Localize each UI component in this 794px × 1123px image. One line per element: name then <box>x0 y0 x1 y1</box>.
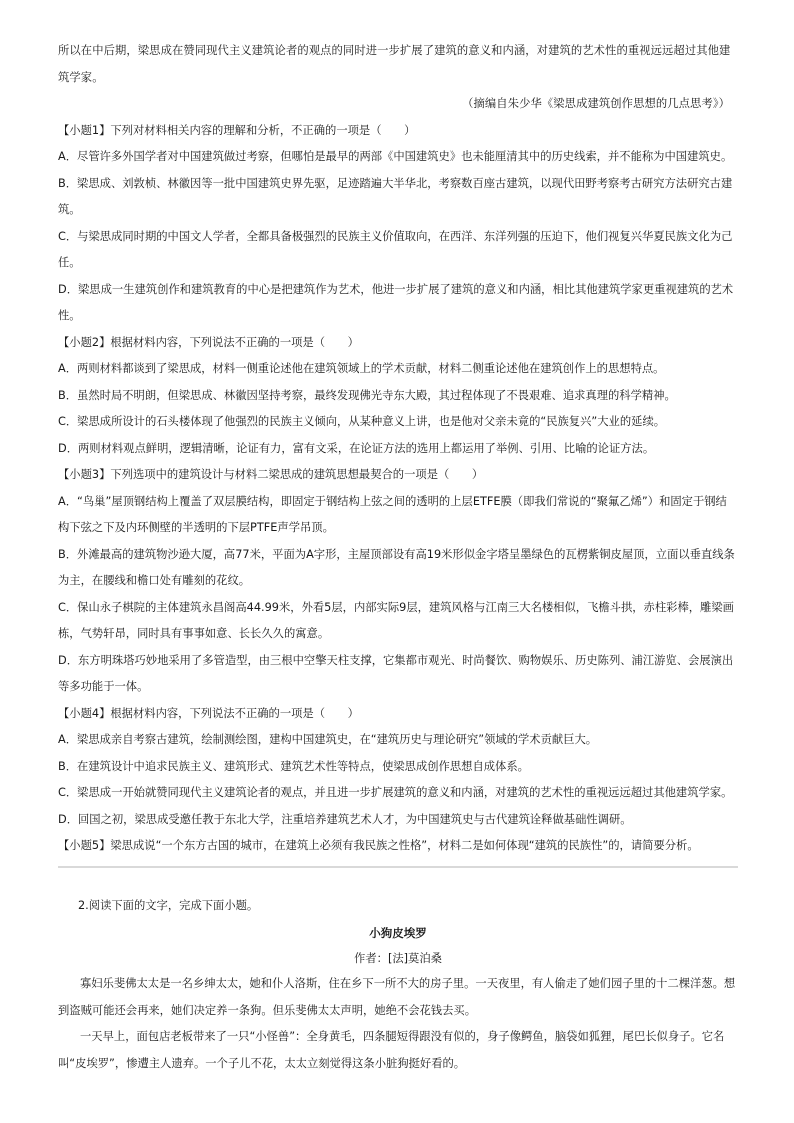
option-a: A．梁思成亲自考察古建筑，绘制测绘图，建构中国建筑史，在“建筑历史与理论研究”领域的学术贡献巨大。 <box>58 733 598 746</box>
question-5 <box>58 833 738 860</box>
intro-paragraph: 所以在中后期，梁思成在赞同现代主义建筑论者的观点的同时进一步扩展了建筑的意义和内涵，对建筑的艺术性的重视远远超过其他建筑学家。 <box>58 44 731 84</box>
section-2 <box>58 893 738 1077</box>
option-b: B．外滩最高的建筑物沙逊大厦，高77米，平面为A字形，主屋顶部设有高19米形似金字塔呈墨绿色的瓦楞紫铜皮屋顶，立面以垂直线条为主，在腰线和檐口处有雕刻的花纹。 <box>58 547 735 587</box>
story-body <box>58 971 738 1077</box>
question-title: 【小题4】根据材料内容，下列说法不正确的一项是（ ） <box>58 706 359 720</box>
question-title: 【小题5】梁思成说“一个东方古国的城市，在建筑上必须有我民族之性格”，材料二是如何体现“建筑的民族性”的，请简要分析。 <box>58 839 699 852</box>
question-3 <box>58 462 738 701</box>
option-a: A．两则材料都谈到了梁思成，材料一侧重论述他在建筑领域上的学术贡献，材料二侧重论述他在建筑创作上的思想特点。 <box>58 362 665 375</box>
source-citation: （摘编自朱少华《梁思成建筑创作思想的几点思考》） <box>462 97 730 110</box>
option-c: C．保山永子棋院的主体建筑永昌阁高44.99米，外看5层，内部实际9层，建筑风格与江南三大名楼相似，飞檐斗拱，赤柱彩棒，雕梁画栋，气势轩昂，同时具有事事如意、长长久久的寓意。 <box>58 600 734 640</box>
story-author: 作者：[法]莫泊桑 <box>354 952 442 965</box>
option-c: C．与梁思成同时期的中国文人学者，全都具备极强烈的民族主义价值取向，在西洋、东洋列强的压迫下，他们视复兴华夏民族文化为己任。 <box>58 229 733 269</box>
story-title: 小狗皮埃罗 <box>369 926 427 940</box>
question-4 <box>58 701 738 834</box>
story-paragraph: 寡妇乐斐佛太太是一名乡绅太太，她和仆人洛斯，住在乡下一所不大的房子里。一天夜里，有人偷走了她们园子里的十二棵洋葱。想到盗贼可能还会再来，她们决定养一条狗。但乐斐佛太太声明，她绝不会花钱去买。 <box>58 977 736 1017</box>
option-c: C．梁思成所设计的石头楼体现了他强烈的民族主义倾向，从某种意义上讲，也是他对父亲未竟的“民族复兴”大业的延续。 <box>58 415 666 428</box>
story-paragraph: 一天早上，面包店老板带来了一只“小怪兽”：全身黄毛，四条腿短得跟没有似的，身子像鳄鱼，脑袋如狐狸，尾巴长似身子。它名叫“皮埃罗”，惨遭主人遗弃。一个子儿不花，太太立刻觉得这条小脏狗挺好看的。 <box>58 1030 725 1070</box>
option-c: C．梁思成一开始就赞同现代主义建筑论者的观点，并且进一步扩展建筑的意义和内涵，对建筑的艺术性的重视远远超过其他建筑学家。 <box>58 786 733 799</box>
option-d: D．回国之初，梁思成受邀任教于东北大学，注重培养建筑艺术人才，为中国建筑史与古代建筑诠释做基础性调研。 <box>58 812 632 826</box>
option-a: A．尽管许多外国学者对中国建筑做过考察，但哪怕是最早的两部《中国建筑史》也未能厘清其中的历史线索，并不能称为中国建筑史。 <box>58 150 733 163</box>
document-page <box>58 38 738 868</box>
option-b: B．梁思成、刘敦桢、林徽因等一批中国建筑史界先驱，足迹踏遍大半华北，考察数百座古建筑，以现代田野考察考古研究方法研究古建筑。 <box>58 176 733 216</box>
option-d: D．梁思成一生建筑创作和建筑教育的中心是把建筑作为艺术，他进一步扩展了建筑的意义和内涵，相比其他建筑学家更重视建筑的艺术性。 <box>58 282 734 322</box>
option-d: D．两则材料观点鲜明，逻辑清晰，论证有力，富有文采，在论证方法的选用上都运用了举例、引用、比喻的论证方法。 <box>58 441 655 455</box>
question-2 <box>58 330 738 463</box>
option-d: D．东方明珠塔巧妙地采用了多管造型，由三根中空擎天柱支撑，它集都市观光、时尚餐饮、购物娱乐、历史陈列、浦江游览、会展演出等多功能于一体。 <box>58 653 734 693</box>
question-title: 【小题2】根据材料内容，下列说法不正确的一项是（ ） <box>58 335 359 349</box>
option-b: B．在建筑设计中追求民族主义、建筑形式、建筑艺术性等特点，使梁思成创作思想自成体系。 <box>58 759 529 773</box>
option-b: B．虽然时局不明朗，但梁思成、林徽因坚持考察，最终发现佛光寺东大殿，其过程体现了不畏艰难、追求真理的科学精神。 <box>58 388 676 402</box>
option-a: A．“鸟巢”屋顶钢结构上覆盖了双层膜结构，即固定于钢结构上弦之间的透明的上层ETFE膜（即我们常说的“聚氟乙烯”）和固定于钢结构下弦之下及内环侧壁的半透明的下层PTFE声学吊顶。 <box>58 494 727 534</box>
question-1 <box>58 118 738 330</box>
question-title: 【小题1】下列对材料相关内容的理解和分析，不正确的一项是（ ） <box>58 123 416 137</box>
section-heading: 2.阅读下面的文字，完成下面小题。 <box>78 899 259 912</box>
section-divider <box>58 866 738 868</box>
question-title: 【小题3】下列选项中的建筑设计与材料二梁思成的建筑思想最契合的一项是（ ） <box>58 468 484 481</box>
